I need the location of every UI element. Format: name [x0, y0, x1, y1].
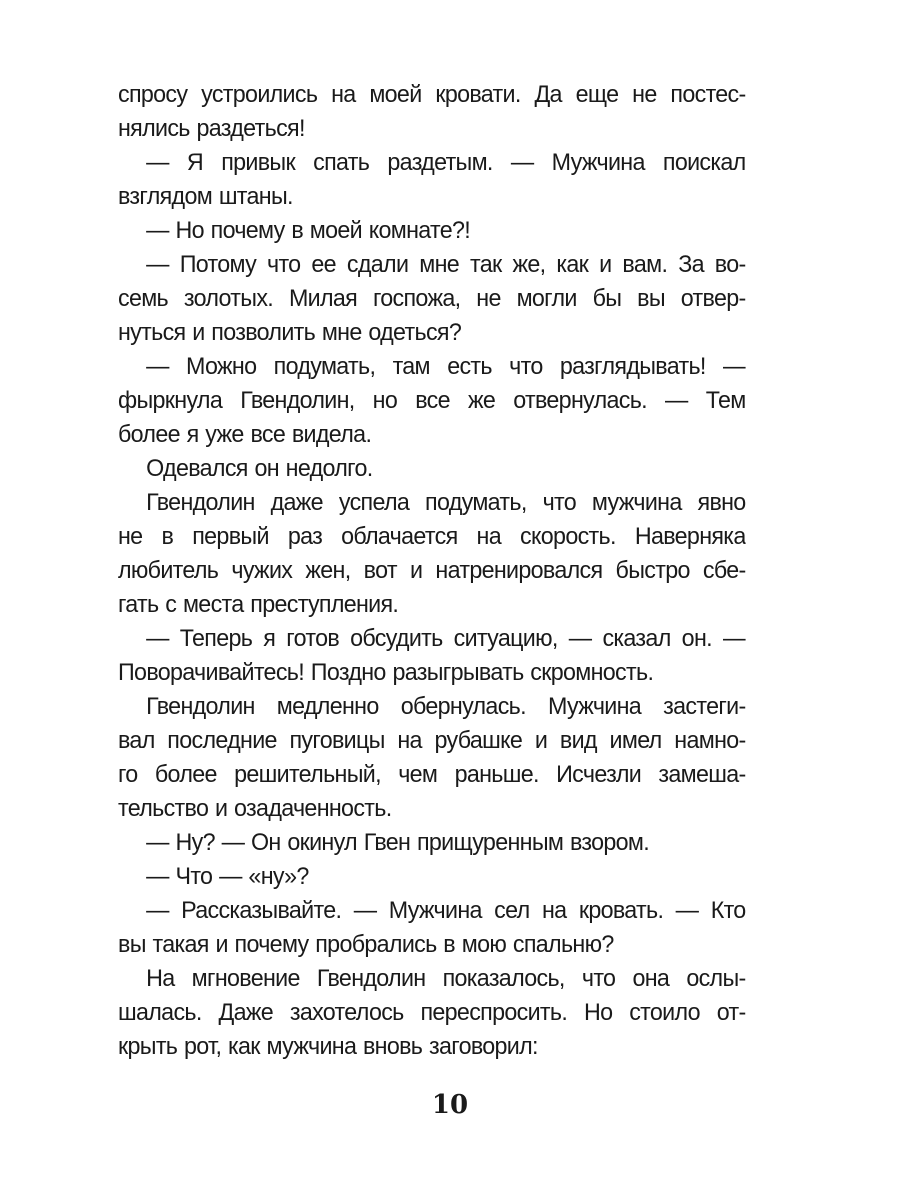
text-line: более я уже все видела. [118, 421, 372, 448]
text-line: вы такая и почему пробрались в мою спальню? [118, 931, 614, 958]
text-line: Поворачивайтесь! Поздно разыгрывать скромность. [118, 659, 654, 686]
paragraph [118, 146, 765, 214]
text-line: взглядом штаны. [118, 183, 293, 210]
text-line: фыркнула Гвендолин, но все же отвернулась. — Тем [118, 387, 746, 414]
text-line: — Что — «ну»? [146, 863, 309, 890]
text-line: — Я привык спать раздетым. — Мужчина поискал [146, 149, 746, 176]
page-number: 10 [431, 1090, 469, 1120]
text-line: нялись раздеться! [118, 115, 305, 142]
paragraph [118, 894, 765, 962]
paragraph [118, 622, 765, 690]
paragraph [118, 826, 765, 860]
text-line: крыть рот, как мужчина вновь заговорил: [118, 1033, 538, 1060]
paragraph [118, 962, 765, 1064]
paragraph [118, 248, 765, 350]
page-body-text [118, 78, 765, 1064]
text-line: шалась. Даже захотелось переспросить. Но стоило от- [118, 999, 746, 1026]
text-line: гать с места преступления. [118, 591, 399, 618]
text-line: — Теперь я готов обсудить ситуацию, — сказал он. — [146, 625, 746, 652]
paragraph [118, 214, 765, 248]
paragraph [118, 452, 765, 486]
text-line: Одевался он недолго. [146, 455, 373, 482]
text-line: Гвендолин даже успела подумать, что мужчина явно [146, 489, 746, 516]
paragraph [118, 350, 765, 452]
text-line: спросу устроились на моей кровати. Да еще не постес- [118, 81, 746, 108]
text-line: — Можно подумать, там есть что разглядывать! — [146, 353, 746, 380]
text-line: — Ну? — Он окинул Гвен прищуренным взором. [146, 829, 650, 856]
text-line: На мгновение Гвендолин показалось, что она ослы- [146, 965, 746, 992]
text-line: семь золотых. Милая госпожа, не могли бы вы отвер- [118, 285, 746, 312]
paragraph [118, 486, 765, 622]
text-line: нуться и позволить мне одеться? [118, 319, 462, 346]
text-line: не в первый раз облачается на скорость. Наверняка [118, 523, 746, 550]
text-line: — Но почему в моей комнате?! [146, 217, 471, 244]
paragraph [118, 860, 765, 894]
paragraph [118, 690, 765, 826]
text-line: тельство и озадаченность. [118, 795, 392, 822]
text-line: го более решительный, чем раньше. Исчезли замеша- [118, 761, 746, 788]
text-line: любитель чужих жен, вот и натренировался быстро сбе- [118, 557, 746, 584]
paragraph [118, 78, 765, 146]
text-line: — Рассказывайте. — Мужчина сел на кровать. — Кто [146, 897, 746, 924]
text-line: — Потому что ее сдали мне так же, как и вам. За во- [146, 251, 746, 278]
text-line: Гвендолин медленно обернулась. Мужчина застеги- [146, 693, 746, 720]
text-line: вал последние пуговицы на рубашке и вид имел намно- [118, 727, 746, 754]
